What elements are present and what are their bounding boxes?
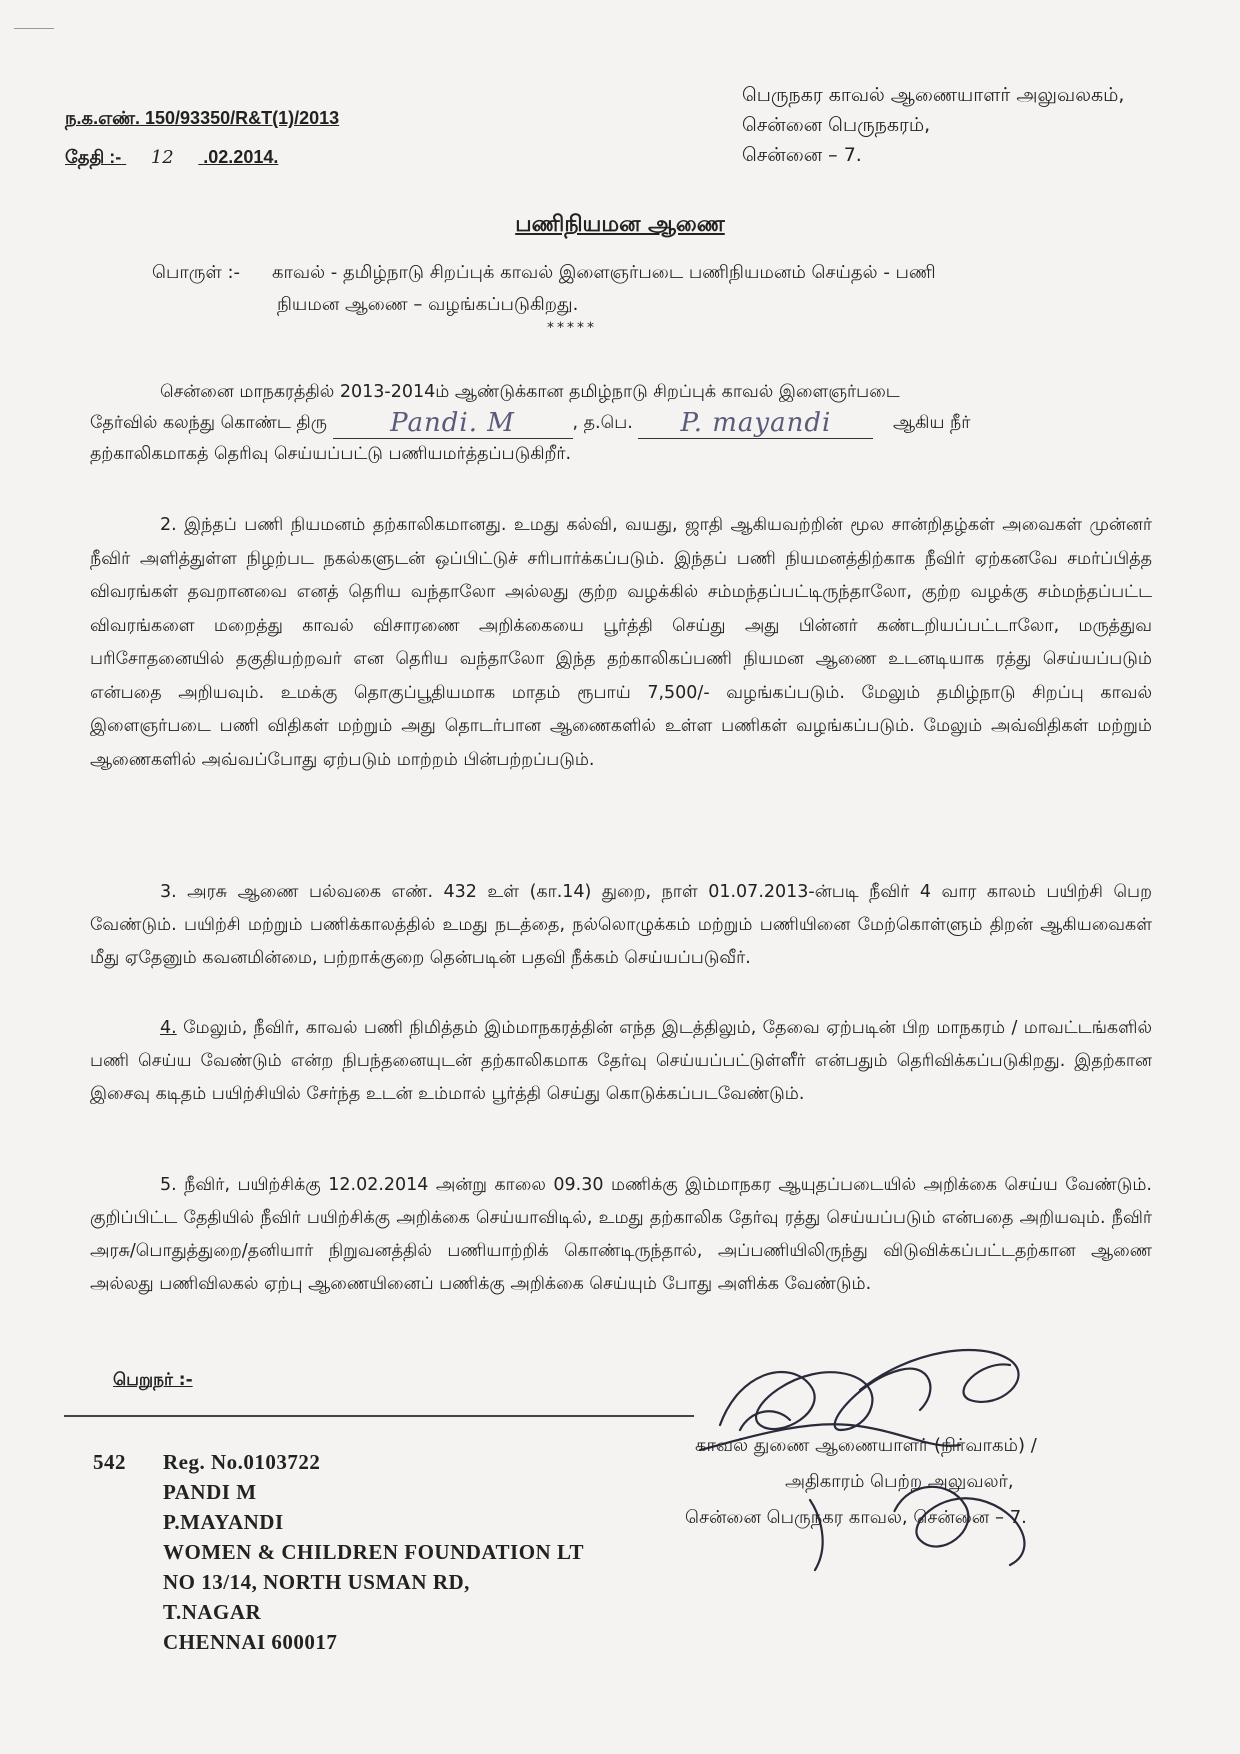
recipient-address bbox=[93, 1447, 584, 1657]
recipient-serial: 542 bbox=[93, 1450, 126, 1474]
date-day-handwritten: 12 bbox=[150, 147, 174, 168]
signatory-line-3: சென்னை பெருநகர காவல், சென்னை – 7. bbox=[685, 1507, 1027, 1528]
office-line-1: பெருநகர காவல் ஆணையாளர் அலுவலகம், bbox=[742, 84, 1125, 106]
recipient-street: NO 13/14, NORTH USMAN RD, bbox=[163, 1570, 470, 1594]
order-date bbox=[65, 147, 278, 170]
paragraph-1 bbox=[90, 377, 1152, 470]
date-label: தேதி :- bbox=[65, 147, 122, 167]
paragraph-5: 5. நீவிர், பயிற்சிக்கு 12.02.2014 அன்று காலை 09.30 மணிக்கு இம்மாநகர ஆயுதப்படையில் அறிக்கை செய்ய வேண்டும். குறிப்பிட்ட தேதியில் நீவிர் பயிற்சிக்கு அறிக்கை செய்யாவிடில், உமது தற்காலிக தேர்வு ரத்து செய்யப்படும் என்பதை அறியவும். நீவிர் அரசு/பொதுத்துறை/தனியார் நிறுவனத்தில் பணியாற்றிக் கொண்டிருந்தால், அப்பணியிலிருந்து விடுவிக்கப்பட்டதற்கான ஆணை அல்லது பணிவிலகல் ஏற்பு ஆணையினைப் பணிக்கு அறிக்கை செய்யும் போது அளிக்க வேண்டும். bbox=[90, 1175, 1152, 1294]
paragraph-1-line-1: சென்னை மாநகரத்தில் 2013-2014ம் ஆண்டுக்கான தமிழ்நாடு சிறப்புக் காவல் இளைஞர்படை bbox=[160, 382, 900, 402]
recipient-label: பெறுநர் :- bbox=[113, 1370, 193, 1390]
recipient-organisation: WOMEN & CHILDREN FOUNDATION LT bbox=[163, 1540, 585, 1564]
page-title: பணிநியமன ஆணை bbox=[515, 212, 725, 237]
signatory-line-2: அதிகாரம் பெற்ற அலுவலர், bbox=[785, 1471, 1014, 1492]
paragraph-4 bbox=[90, 1012, 1152, 1111]
subject bbox=[152, 257, 1152, 335]
subject-line-1: காவல் - தமிழ்நாடு சிறப்புக் காவல் இளைஞர்படை பணிநியமனம் செய்தல் - பணி bbox=[272, 262, 936, 283]
signatory-block bbox=[620, 1428, 1180, 1536]
separator-line bbox=[64, 1415, 694, 1417]
paragraph-1-line-2: தேர்வில் கலந்து கொண்ட திரு Pandi. M , த.பெ. P. mayandi ஆகிய நீர் bbox=[90, 408, 971, 438]
recipient-name: PANDI M bbox=[163, 1480, 257, 1504]
paragraph-4-text: மேலும், நீவிர், காவல் பணி நிமித்தம் இம்மாநகரத்தின் எந்த இடத்திலும், தேவை ஏற்படின் பிற மாநகரம் / மாவட்டங்களில் பணி செய்ய வேண்டும் என்ற நிபந்தனையுடன் தற்காலிகமாக தேர்வு செய்யப்பட்டுள்ளீர் என்பதும் தெரிவிக்கப்படுகிறது. இதற்கான இசைவு கடிதம் பயிற்சியில் சேர்ந்த உடன் உம்மால் பூர்த்தி செய்து கொடுக்கப்படவேண்டும். bbox=[90, 1018, 1152, 1104]
subject-line-2: நியமன ஆணை – வழங்கப்படுகிறது. bbox=[277, 294, 579, 315]
office-address bbox=[742, 80, 1124, 170]
paragraph-4-number: 4. bbox=[160, 1018, 177, 1038]
recipient-area: T.NAGAR bbox=[163, 1600, 262, 1624]
recipient-father: P.MAYANDI bbox=[163, 1510, 284, 1534]
paragraph-1-line-3: தற்காலிகமாகத் தெரிவு செய்யப்பட்டு பணியமர்த்தப்படுகிறீர். bbox=[90, 444, 572, 464]
office-line-3: சென்னை – 7. bbox=[742, 144, 862, 166]
paragraph-3: 3. அரசு ஆணை பல்வகை எண். 432 உள் (கா.14) துறை, நாள் 01.07.2013-ன்படி நீவிர் 4 வார காலம் பயிற்சி பெற வேண்டும். பயிற்சி மற்றும் பணிக்காலத்தில் உமது நடத்தை, நல்லொழுக்கம் மற்றும் பணியினை மேற்கொள்ளும் திறன் ஆகியவைகள் மீது ஏதேனும் கவனமின்மை, பற்றாக்குறை தென்படின் பதவி நீக்கம் செய்யப்படுவீர். bbox=[90, 882, 1152, 968]
father-name-handwritten: P. mayandi bbox=[638, 408, 873, 439]
subject-label: பொருள் :- bbox=[152, 262, 241, 283]
reference-number: ந.க.எண். 150/93350/R&T(1)/2013 bbox=[65, 108, 340, 128]
candidate-name-handwritten: Pandi. M bbox=[333, 408, 573, 439]
recipient-city: CHENNAI 600017 bbox=[163, 1630, 338, 1654]
recipient-reg-no: Reg. No.0103722 bbox=[163, 1450, 321, 1474]
signatory-line-1: காவல் துணை ஆணையாளர் (நிர்வாகம்) / bbox=[695, 1435, 1037, 1456]
subject-stars: ***** bbox=[547, 320, 597, 336]
paragraph-2: 2. இந்தப் பணி நியமனம் தற்காலிகமானது. உமது கல்வி, வயது, ஜாதி ஆகியவற்றின் மூல சான்றிதழ்கள் அவைகள் முன்னர் நீவிர் அளித்துள்ள நிழற்பட நகல்களுடன் ஒப்பிட்டுச் சரிபார்க்கப்படும். இந்தப் பணி நியமனத்திற்காக நீவிர் ஏற்கனவே சமர்ப்பித்த விவரங்கள் தவறானவை எனத் தெரிய வந்தாலோ அல்லது குற்ற வழக்கில் சம்மந்தப்பட்டிருந்தாலோ, குற்ற வழக்கு சம்மந்தப்பட்ட விவரங்களை மறைத்து காவல் விசாரணை அறிக்கையை பூர்த்தி செய்து அது பின்னர் கண்டறியப்பட்டாலோ, மருத்துவ பரிசோதனையில் தகுதியற்றவர் என தெரிய வந்தாலோ இந்த தற்காலிகப்பணி நியமன ஆணை உடனடியாக ரத்து செய்யப்படும் என்பதை அறியவும். உமக்கு தொகுப்பூதியமாக மாதம் ரூபாய் 7,500/- வழங்கப்படும். மேலும் தமிழ்நாடு சிறப்பு காவல் இளைஞர்படை பணி விதிகள் மற்றும் அது தொடர்பான ஆணைகளில் உள்ள பணிகள் வழங்கப்படும். மேலும் அவ்விதிகள் மற்றும் ஆணைகளில் அவ்வப்போது ஏற்படும் மாற்றம் பின்பற்றப்படும். bbox=[90, 515, 1152, 770]
scan-mark bbox=[14, 28, 54, 29]
office-line-2: சென்னை பெருநகரம், bbox=[742, 114, 931, 136]
date-month-year: .02.2014. bbox=[203, 147, 279, 167]
